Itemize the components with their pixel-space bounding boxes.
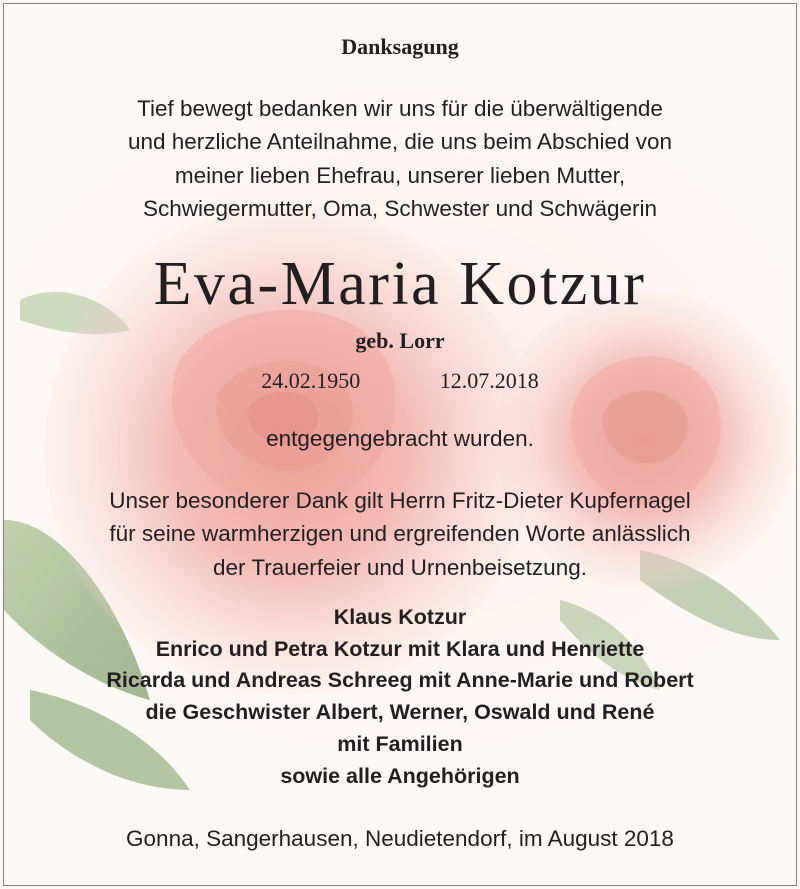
birth-date: 24.02.1950 xyxy=(261,368,361,393)
mourners-list xyxy=(0,602,800,792)
maiden-name: geb. Lorr xyxy=(355,328,445,353)
mourner-line: Klaus Kotzur xyxy=(333,605,467,629)
intro-line: und herzliche Anteilnahme, die uns beim Abschied von xyxy=(127,129,673,155)
notice-title: Danksagung xyxy=(341,34,459,59)
thanks-line: für seine warmherzigen und ergreifenden Worte anlässlich xyxy=(109,521,691,547)
thanks-line: Unser besonderer Dank gilt Herrn Fritz-Dieter Kupfernagel xyxy=(109,488,691,513)
mourner-line: sowie alle Angehörigen xyxy=(280,763,520,788)
intro-line: meiner lieben Ehefrau, unserer lieben Mutter, xyxy=(174,162,626,188)
deceased-name: Eva-Maria Kotzur xyxy=(153,250,647,318)
life-dates xyxy=(0,368,800,394)
intro-line: Tief bewegt bedanken wir uns für die überwältigende xyxy=(137,96,663,121)
intro-paragraph xyxy=(0,92,800,225)
mourner-line: Enrico und Petra Kotzur mit Klara und Henriette xyxy=(155,636,645,661)
mourner-line: die Geschwister Albert, Werner, Oswald und René xyxy=(145,700,655,725)
intro-line: Schwiegermutter, Oma, Schwester und Schwägerin xyxy=(143,195,657,221)
death-date: 12.07.2018 xyxy=(439,368,539,393)
received-line: entgegengebracht wurden. xyxy=(266,426,534,451)
mourner-line: mit Familien xyxy=(337,731,463,756)
place-and-date: Gonna, Sangerhausen, Neudietendorf, im August 2018 xyxy=(126,826,674,851)
mourner-line: Ricarda und Andreas Schreeg mit Anne-Marie und Robert xyxy=(106,668,694,693)
thanks-line: der Trauerfeier und Urnenbeisetzung. xyxy=(213,554,587,580)
thanks-paragraph xyxy=(0,484,800,584)
